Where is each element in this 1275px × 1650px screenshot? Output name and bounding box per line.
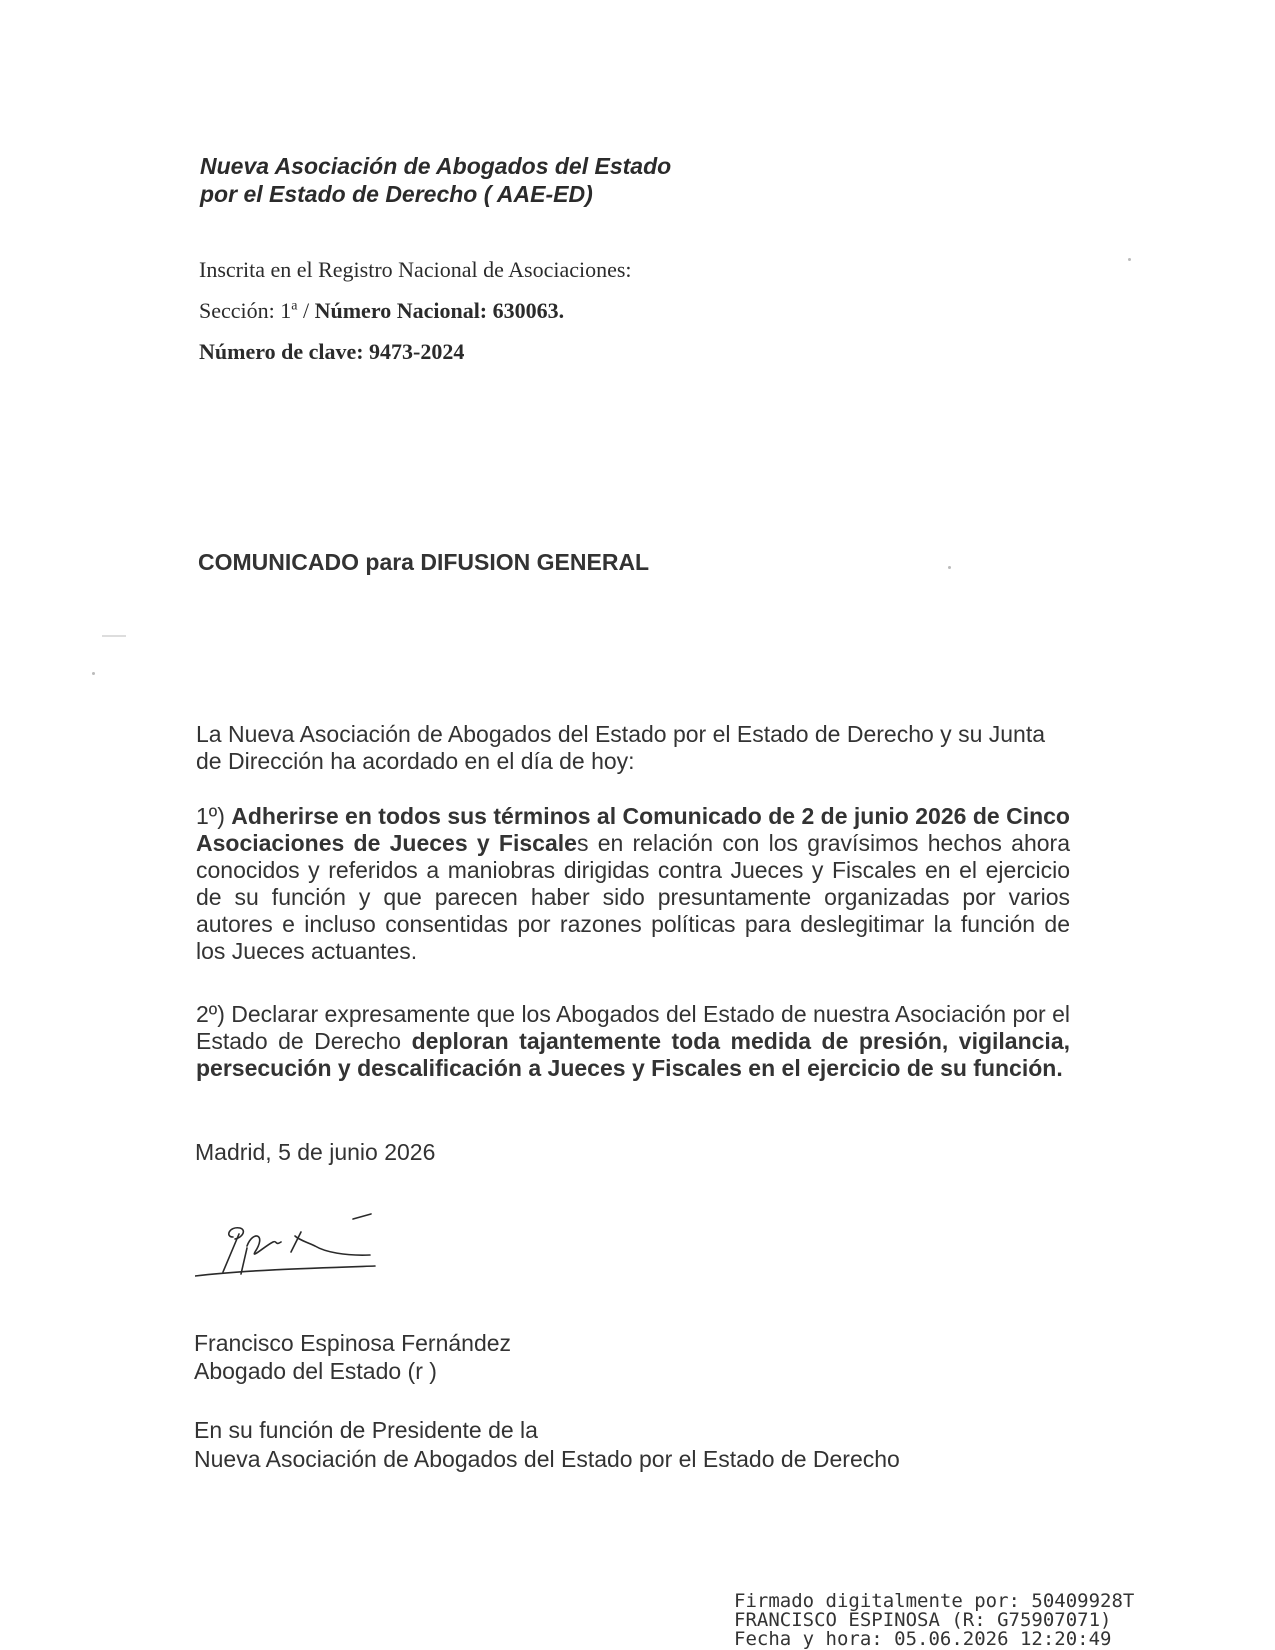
point-1-paragraph bbox=[196, 803, 1070, 965]
function-line1: En su función de Presidente de la bbox=[194, 1417, 538, 1443]
title-bold-2: DIFUSION GENERAL bbox=[420, 549, 650, 575]
document-title bbox=[198, 549, 649, 576]
point-2-bold: deploran tajantemente toda medida de presión, vigilancia, persecución y descalificación a Jueces y Fiscales en el ejercicio de su función. bbox=[196, 1028, 1070, 1081]
signer-block bbox=[194, 1329, 511, 1385]
point-2-paragraph bbox=[196, 1001, 1070, 1082]
function-line2: Nueva Asociación de Abogados del Estado por el Estado de Derecho bbox=[194, 1446, 900, 1472]
intro-paragraph: La Nueva Asociación de Abogados del Estado por el Estado de Derecho y su Junta de Dirección ha acordado en el día de hoy: bbox=[196, 721, 1046, 774]
association-name-line1: Nueva Asociación de Abogados del Estado bbox=[200, 153, 672, 179]
association-name-line2: por el Estado de Derecho ( AAE-ED) bbox=[200, 181, 593, 207]
point-1-prefix: 1º) bbox=[196, 803, 232, 829]
signer-role: Abogado del Estado (r ) bbox=[194, 1358, 437, 1384]
digital-signature-line2: FRANCISCO ESPINOSA (R: G75907071) bbox=[734, 1609, 1112, 1631]
point-1-text: s en relación con los gravísimos hechos ahora conocidos y referidos a maniobras dirigidas contra Jueces y Fiscales en el ejercicio de su función y que parecen haber sido presuntamente organizadas por varios autores e incluso consentidas por razones políticas para deslegitimar la función de los Jueces actuantes. bbox=[196, 830, 1071, 964]
national-number: Número Nacional: 630063. bbox=[314, 298, 565, 323]
title-connector: para bbox=[359, 549, 421, 575]
section-separator: / bbox=[297, 298, 315, 323]
scan-mark bbox=[102, 635, 126, 637]
digital-signature-line3: Fecha y hora: 05.06.2026 12:20:49 bbox=[734, 1628, 1112, 1650]
title-bold-1: COMUNICADO bbox=[198, 549, 359, 575]
digital-signature-line1: Firmado digitalmente por: 50409928T bbox=[734, 1590, 1135, 1612]
handwritten-signature bbox=[195, 1212, 395, 1292]
date-line: Madrid, 5 de junio 2026 bbox=[195, 1139, 436, 1165]
registry-line: Inscrita en el Registro Nacional de Asociaciones: bbox=[199, 257, 632, 282]
scan-speck bbox=[1128, 258, 1131, 261]
scan-speck bbox=[92, 672, 95, 675]
signer-function bbox=[194, 1416, 900, 1474]
association-header bbox=[200, 152, 671, 208]
section-superscript: a bbox=[291, 298, 298, 314]
point-2-text: 2º) Declarar expresamente que los Abogados del Estado de nuestra Asociación por el Estado de Derecho bbox=[196, 1001, 1070, 1054]
scan-speck bbox=[948, 566, 951, 569]
section-label: Sección: 1 bbox=[199, 298, 292, 323]
registry-section bbox=[199, 298, 564, 324]
digital-signature-stamp bbox=[734, 1592, 1134, 1649]
signer-name: Francisco Espinosa Fernández bbox=[194, 1330, 512, 1356]
point-1-bold: Adherirse en todos sus términos al Comunicado de 2 de junio 2026 de Cinco Asociaciones de Jueces y Fiscale bbox=[196, 803, 1070, 856]
registry-key-number: Número de clave: 9473-2024 bbox=[199, 339, 465, 364]
